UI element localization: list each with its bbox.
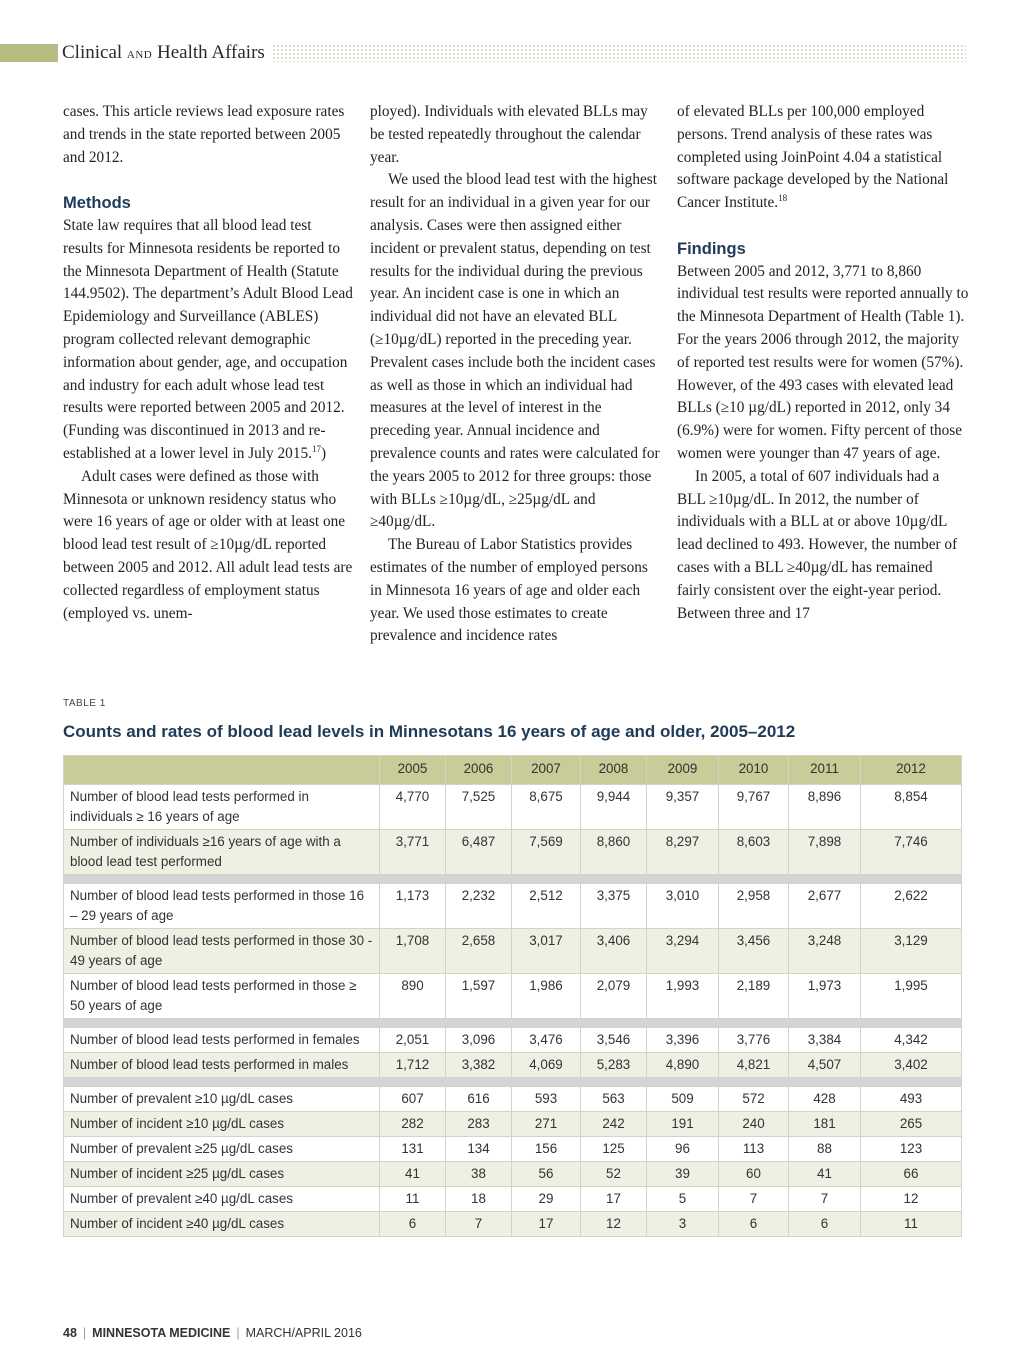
table-cell: 3,402 (861, 1053, 962, 1078)
table-cell: 2,189 (719, 974, 789, 1019)
table-cell: 2,658 (446, 929, 512, 974)
table-row (64, 1053, 962, 1078)
row-label: Number of blood lead tests performed in those ≥ 50 years of age (64, 974, 380, 1019)
row-label: Number of incident ≥40 µg/dL cases (64, 1212, 380, 1237)
paragraph-text: State law requires that all blood lead test results for Minnesota residents be reported to the Minnesota Department of Health (Statute 144.9502). The department’s Adult Blood Lead Epidemiology and Surveillance (ABLES) program collected relevant demographic information about gender, age, and occupation and industry for each adult whose lead test results were reported between 2005 and 2012. (Funding was discontinued in 2013 and re-established at a lower level in July 2015. (63, 216, 353, 462)
table-cell: 1,986 (512, 974, 581, 1019)
table-cell: 56 (512, 1162, 581, 1187)
table-cell: 60 (719, 1162, 789, 1187)
findings-heading: Findings (677, 239, 746, 258)
row-label: Number of blood lead tests performed in those 30 - 49 years of age (64, 929, 380, 974)
table-cell: 4,890 (647, 1053, 719, 1078)
row-label: Number of blood lead tests performed in males (64, 1053, 380, 1078)
table-cell: 3,396 (647, 1028, 719, 1053)
table-cell: 156 (512, 1137, 581, 1162)
table-cell: 4,821 (719, 1053, 789, 1078)
paragraph: We used the blood lead test with the highest result for an individual in a given year for our analysis. Cases were then assigned either incident or prevalent status, depending on test results for the individual during the previous year. An incident case is one in which an individual did not have an elevated BLL (≥10µg/dL) reported in the preceding year. Prevalent cases include both the incident cases as well as those in which an individual had measures at the level of interest in the preceding year. Annual incidence and prevalence counts and rates were calculated for the years 2005 to 2012 for three groups: those with BLLs ≥10µg/dL, ≥25µg/dL and ≥40µg/dL. (370, 171, 660, 531)
table-cell: 4,507 (789, 1053, 861, 1078)
header-dot-pattern (272, 44, 966, 62)
table-cell: 12 (861, 1187, 962, 1212)
row-label: Number of incident ≥25 µg/dL cases (64, 1162, 380, 1187)
table-cell: 7 (719, 1187, 789, 1212)
paragraph: Adult cases were defined as those with Minnesota or unknown residency status who were 16 years of age or older with at least one blood lead test result of ≥10µg/dL reported between 2005 and 2012. All adult lead tests are collected regardless of employment status (employed vs. unem- (63, 467, 353, 622)
text-column-1 (63, 101, 355, 625)
table-cell: 3,776 (719, 1028, 789, 1053)
section-title-part2: Health Affairs (152, 42, 265, 63)
table-cell: 123 (861, 1137, 962, 1162)
section-title-and: AND (126, 49, 153, 61)
table-cell: 8,854 (861, 785, 962, 830)
table-cell: 3,456 (719, 929, 789, 974)
row-label: Number of incident ≥10 µg/dL cases (64, 1112, 380, 1137)
table-cell: 8,297 (647, 830, 719, 875)
table-cell: 52 (581, 1162, 647, 1187)
table-cell: 96 (647, 1137, 719, 1162)
table-row (64, 1087, 962, 1112)
separator-cell (64, 1078, 962, 1087)
table-cell: 1,597 (446, 974, 512, 1019)
separator-cell (64, 875, 962, 884)
table-cell: 509 (647, 1087, 719, 1112)
table-separator-row (64, 1078, 962, 1087)
table-cell: 29 (512, 1187, 581, 1212)
row-label: Number of blood lead tests performed in females (64, 1028, 380, 1053)
table-cell: 8,860 (581, 830, 647, 875)
table-cell: 1,712 (380, 1053, 446, 1078)
table-header-year: 2006 (446, 756, 512, 785)
table-cell: 3,476 (512, 1028, 581, 1053)
table-cell: 593 (512, 1087, 581, 1112)
table-row (64, 1112, 962, 1137)
table-cell: 8,603 (719, 830, 789, 875)
table-cell: 1,995 (861, 974, 962, 1019)
table-cell: 66 (861, 1162, 962, 1187)
table-cell: 5 (647, 1187, 719, 1212)
table-cell: 7,898 (789, 830, 861, 875)
table-cell: 271 (512, 1112, 581, 1137)
table-cell: 607 (380, 1087, 446, 1112)
table-cell: 3,384 (789, 1028, 861, 1053)
table-row (64, 884, 962, 929)
table-cell: 572 (719, 1087, 789, 1112)
table-row (64, 974, 962, 1019)
table-header-year: 2009 (647, 756, 719, 785)
table-cell: 6,487 (446, 830, 512, 875)
table-cell: 2,512 (512, 884, 581, 929)
table-cell: 3,382 (446, 1053, 512, 1078)
reference-marker: 17 (311, 443, 321, 454)
table-cell: 563 (581, 1087, 647, 1112)
row-label: Number of individuals ≥16 years of age with a blood lead test performed (64, 830, 380, 875)
table-cell: 3,546 (581, 1028, 647, 1053)
page-footer: 48 | MINNESOTA MEDICINE | MARCH/APRIL 2016 (63, 1326, 362, 1340)
table-cell: 2,232 (446, 884, 512, 929)
row-label: Number of prevalent ≥40 µg/dL cases (64, 1187, 380, 1212)
table-cell: 9,357 (647, 785, 719, 830)
table-header-year: 2010 (719, 756, 789, 785)
separator-cell (64, 1019, 962, 1028)
table-separator-row (64, 1019, 962, 1028)
table-cell: 3,129 (861, 929, 962, 974)
paragraph: Between 2005 and 2012, 3,771 to 8,860 individual test results were reported annually to the Minnesota Department of Health (Table 1). For the years 2006 through 2012, the majority of reported test results were for women (57%). However, of the 493 cases with elevated lead BLLs (≥10 µg/dL) reported in 2012, only 34 (6.9%) were for women. Fifty percent of those women were younger than 47 years of age. (677, 262, 969, 462)
paragraph: In 2005, a total of 607 individuals had a BLL ≥10µg/dL. In 2012, the number of individuals with a BLL at or above 10µg/dL lead declined to 493. However, the number of cases with a BLL ≥40µg/dL has remained fairly consistent over the eight-year period. Between three and 17 (677, 467, 958, 622)
table-header-blank (64, 756, 380, 785)
table-cell: 2,677 (789, 884, 861, 929)
table-cell: 125 (581, 1137, 647, 1162)
table-cell: 1,708 (380, 929, 446, 974)
table-cell: 134 (446, 1137, 512, 1162)
table-cell: 7,569 (512, 830, 581, 875)
table-cell: 181 (789, 1112, 861, 1137)
table-row (64, 785, 962, 830)
table-cell: 113 (719, 1137, 789, 1162)
table-cell: 265 (861, 1112, 962, 1137)
table-header-year: 2005 (380, 756, 446, 785)
table-cell: 3,771 (380, 830, 446, 875)
table-cell: 17 (581, 1187, 647, 1212)
data-table (63, 755, 962, 1237)
table-cell: 7,746 (861, 830, 962, 875)
table-header-year: 2008 (581, 756, 647, 785)
table-cell: 4,770 (380, 785, 446, 830)
table-cell: 3,375 (581, 884, 647, 929)
table-header-year: 2007 (512, 756, 581, 785)
table-cell: 7,525 (446, 785, 512, 830)
table-cell: 6 (719, 1212, 789, 1237)
table-cell: 428 (789, 1087, 861, 1112)
table-cell: 7 (789, 1187, 861, 1212)
table-cell: 2,622 (861, 884, 962, 929)
table-cell: 7 (446, 1212, 512, 1237)
table-cell: 8,896 (789, 785, 861, 830)
row-label: Number of blood lead tests performed in individuals ≥ 16 years of age (64, 785, 380, 830)
table-separator-row (64, 875, 962, 884)
table-row (64, 1212, 962, 1237)
table-row (64, 929, 962, 974)
table-cell: 282 (380, 1112, 446, 1137)
table-cell: 240 (719, 1112, 789, 1137)
table-cell: 41 (380, 1162, 446, 1187)
table-header-year: 2011 (789, 756, 861, 785)
table-cell: 17 (512, 1212, 581, 1237)
table-cell: 2,051 (380, 1028, 446, 1053)
table-row (64, 830, 962, 875)
table-cell: 1,993 (647, 974, 719, 1019)
running-header (0, 42, 1024, 64)
table-cell: 493 (861, 1087, 962, 1112)
table-cell: 3,096 (446, 1028, 512, 1053)
paragraph (677, 101, 969, 215)
table-cell: 191 (647, 1112, 719, 1137)
table-row (64, 1187, 962, 1212)
table-row (64, 1028, 962, 1053)
table-cell: 4,342 (861, 1028, 962, 1053)
issue-date: MARCH/APRIL 2016 (245, 1326, 362, 1340)
reference-marker: 18 (778, 193, 788, 204)
table-label: TABLE 1 (63, 698, 106, 709)
page-number: 48 (63, 1326, 77, 1340)
table-cell: 11 (380, 1187, 446, 1212)
text-column-2 (370, 101, 662, 648)
table-cell: 18 (446, 1187, 512, 1212)
row-label: Number of blood lead tests performed in those 16 – 29 years of age (64, 884, 380, 929)
table-cell: 38 (446, 1162, 512, 1187)
table-cell: 9,767 (719, 785, 789, 830)
row-label: Number of prevalent ≥25 µg/dL cases (64, 1137, 380, 1162)
table-cell: 283 (446, 1112, 512, 1137)
table-cell: 6 (380, 1212, 446, 1237)
table-title: Counts and rates of blood lead levels in Minnesotans 16 years of age and older, 2005–2012 (63, 722, 796, 741)
table-cell: 9,944 (581, 785, 647, 830)
table-cell: 3,017 (512, 929, 581, 974)
table-cell: 39 (647, 1162, 719, 1187)
table-cell: 2,079 (581, 974, 647, 1019)
table-cell: 2,958 (719, 884, 789, 929)
table-cell: 3 (647, 1212, 719, 1237)
table-cell: 41 (789, 1162, 861, 1187)
table-row (64, 1162, 962, 1187)
table-cell: 11 (861, 1212, 962, 1237)
table-cell: 88 (789, 1137, 861, 1162)
table-cell: 3,248 (789, 929, 861, 974)
paragraph: The Bureau of Labor Statistics provides estimates of the number of employed persons in Minnesota 16 years of age and older each year. We used those estimates to create prevalence and incidence rates (370, 536, 648, 645)
journal-name: MINNESOTA MEDICINE (92, 1326, 231, 1340)
table-header-year: 2012 (861, 756, 962, 785)
table-cell: 5,283 (581, 1053, 647, 1078)
paragraph-text-end: ) (320, 444, 327, 462)
paragraph (63, 215, 355, 466)
table-cell: 3,294 (647, 929, 719, 974)
table-cell: 890 (380, 974, 446, 1019)
table-cell: 1,173 (380, 884, 446, 929)
table-cell: 131 (380, 1137, 446, 1162)
header-accent-block (0, 44, 58, 62)
methods-heading: Methods (63, 194, 131, 213)
table-cell: 1,973 (789, 974, 861, 1019)
table-cell: 12 (581, 1212, 647, 1237)
table-cell: 6 (789, 1212, 861, 1237)
table-cell: 3,010 (647, 884, 719, 929)
table-header-row (64, 756, 962, 785)
section-title-part1: Clinical (62, 42, 127, 63)
paragraph: ployed). Individuals with elevated BLLs may be tested repeatedly throughout the calendar year. (370, 103, 648, 166)
row-label: Number of prevalent ≥10 µg/dL cases (64, 1087, 380, 1112)
text-column-3 (677, 101, 969, 625)
table-cell: 3,406 (581, 929, 647, 974)
paragraph: cases. This article reviews lead exposure rates and trends in the state reported between 2005 and 2012. (63, 103, 345, 166)
paragraph-text: of elevated BLLs per 100,000 employed persons. Trend analysis of these rates was completed using JoinPoint 4.04 a statistical software package developed by the National Cancer Institute. (677, 103, 949, 212)
table-cell: 8,675 (512, 785, 581, 830)
table-cell: 242 (581, 1112, 647, 1137)
table-cell: 616 (446, 1087, 512, 1112)
table-cell: 4,069 (512, 1053, 581, 1078)
section-title (62, 42, 265, 66)
table-row (64, 1137, 962, 1162)
